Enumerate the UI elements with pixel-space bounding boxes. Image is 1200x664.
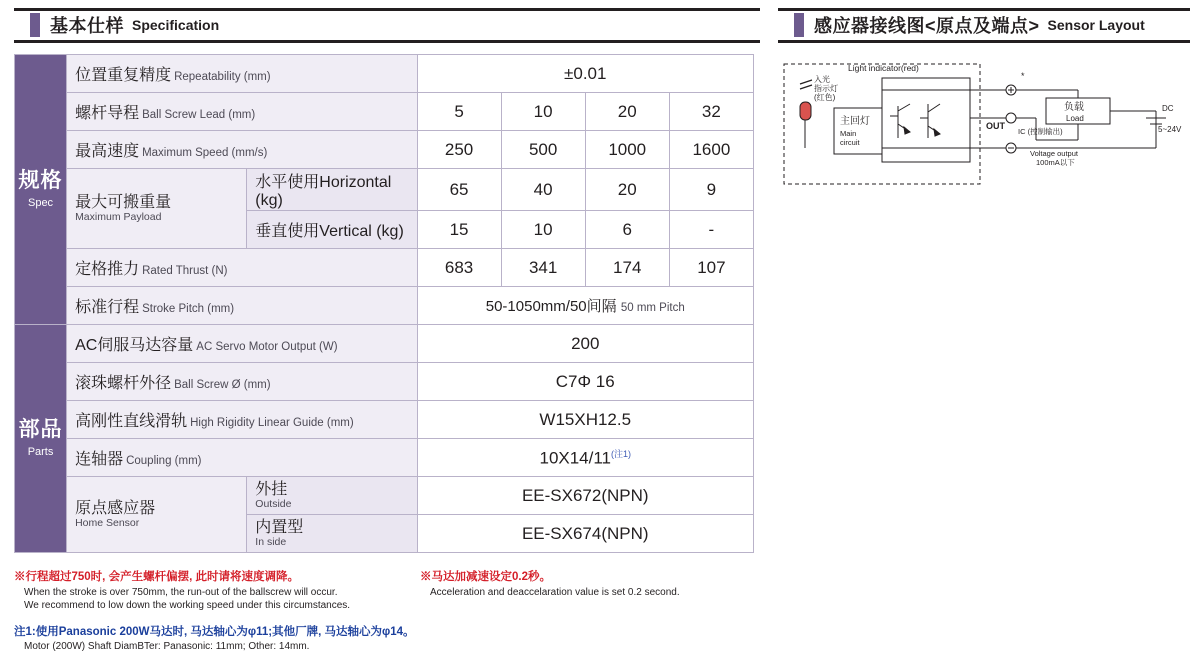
note-footnote1-cn: 注1:使用Panasonic 200W马达时, 马达轴心为φ11;其他厂牌, 马达轴心为φ14。 (14, 625, 415, 638)
label-cn: 最高速度 (75, 143, 140, 160)
row-label-lead (67, 93, 417, 131)
row-label-stroke (67, 287, 417, 325)
note-stroke-warning-en-1: When the stroke is over 750mm, the run-out of the ballscrew will occur. (24, 586, 338, 598)
value-payload-v-2: 10 (501, 211, 585, 249)
voltage-output-en: Voltage output (1030, 149, 1078, 158)
label-cn: 最大可搬重量 (75, 193, 172, 211)
value-lead-3: 20 (585, 93, 669, 131)
value-payload-h-2: 40 (501, 169, 585, 211)
row-label-home-sensor-inside (247, 515, 417, 553)
sensor-layout-title-cn: 感应器接线图<原点及端点> (814, 16, 1040, 36)
main-circuit-en-1: Main (840, 129, 857, 138)
sensor-layout-block (778, 8, 1188, 42)
label-cn: 水平使用 (255, 174, 320, 191)
label-en: Stroke Pitch (mm) (142, 303, 235, 315)
value-stroke-en: 50 mm Pitch (620, 302, 685, 314)
light-indicator-cn-3: (红色) (814, 93, 836, 102)
label-en: Maximum Speed (mm/s) (142, 147, 268, 159)
label-en: Home Sensor (75, 517, 140, 530)
table-row (15, 55, 754, 93)
label-cn: AC伺服马达容量 (75, 337, 194, 354)
label-en: Coupling (mm) (126, 455, 202, 467)
row-label-payload (67, 169, 247, 249)
note-stroke-warning-en-2: We recommend to low down the working speed under this circumstances. (24, 600, 351, 612)
specification-header (14, 8, 760, 42)
value-payload-v-1: 15 (417, 211, 501, 249)
category-parts-en: Parts (27, 445, 54, 458)
value-coupling (417, 439, 754, 477)
table-row (15, 169, 754, 211)
category-parts-cn: 部品 (18, 418, 63, 442)
row-label-guide (67, 401, 417, 439)
label-cn: 原点感应器 (75, 499, 156, 517)
value-speed-3: 1000 (585, 131, 669, 169)
main-circuit-cn: 主回灯 (840, 116, 870, 127)
table-row (15, 401, 754, 439)
table-row (15, 93, 754, 131)
light-indicator-cn-2: 指示灯 (814, 84, 838, 93)
category-parts (15, 325, 67, 553)
row-label-home-sensor-outside (247, 477, 417, 515)
value-thrust-2: 341 (501, 249, 585, 287)
row-label-home-sensor (67, 477, 247, 553)
dc-range: 5~24V (1158, 125, 1182, 134)
out-label: OUT (986, 121, 1005, 131)
value-repeatability: ±0.01 (417, 55, 754, 93)
sensor-wiring-diagram (778, 56, 1190, 216)
note-accel-cn: ※马达加减速设定0.2秒。 (420, 571, 551, 583)
voltage-output-limit: 100mA以下 (1036, 158, 1075, 167)
header-rule-bottom (778, 40, 1190, 43)
value-payload-h-4: 9 (669, 169, 753, 211)
value-lead-4: 32 (669, 93, 753, 131)
value-stroke (417, 287, 754, 325)
label-en: Outside (255, 498, 292, 511)
label-en: Ball Screw Ø (mm) (174, 379, 271, 391)
value-payload-v-4: - (669, 211, 753, 249)
light-indicator-cn-1: 入光 (814, 75, 830, 84)
table-row (15, 477, 754, 515)
value-home-sensor-outside: EE-SX672(NPN) (417, 477, 754, 515)
row-label-motor (67, 325, 417, 363)
label-cn: 螺杆导程 (75, 105, 140, 122)
value-speed-4: 1600 (669, 131, 753, 169)
label-cn: 标准行程 (75, 299, 140, 316)
category-spec-en: Spec (27, 196, 54, 209)
label-en: Repeatability (mm) (174, 71, 271, 83)
value-lead-1: 5 (417, 93, 501, 131)
specification-title-en: Specification (132, 17, 220, 33)
value-thrust-1: 683 (417, 249, 501, 287)
label-en: In side (255, 536, 287, 549)
table-row (15, 439, 754, 477)
label-cn: 连轴器 (75, 451, 124, 468)
header-rule-bottom (14, 40, 760, 43)
light-indicator-en: Light indicator(red) (848, 63, 919, 73)
dc-label: DC (1162, 104, 1174, 113)
table-row (15, 325, 754, 363)
row-label-payload-horizontal (247, 169, 417, 211)
value-motor: 200 (417, 325, 754, 363)
value-thrust-4: 107 (669, 249, 753, 287)
note-accel-en: Acceleration and deaccelaration value is set 0.2 second. (430, 586, 680, 598)
label-cn: 位置重复精度 (75, 67, 172, 84)
category-spec (15, 55, 67, 325)
table-row (15, 287, 754, 325)
sensor-layout-title-group (794, 12, 1145, 38)
sensor-layout-title-en: Sensor Layout (1047, 17, 1145, 33)
label-cn: 外挂 (255, 480, 288, 498)
row-label-thrust (67, 249, 417, 287)
notes-right (420, 570, 820, 599)
label-en: Vertical (kg) (319, 223, 404, 240)
load-cn: 负载 (1064, 102, 1084, 113)
sensor-layout-header (778, 8, 1188, 42)
table-row (15, 131, 754, 169)
value-thrust-3: 174 (585, 249, 669, 287)
note-stroke-warning-cn: ※行程超过750时, 会产生螺杆偏摆, 此时请将速度调降。 (14, 571, 299, 583)
label-en: High Rigidity Linear Guide (mm) (190, 417, 354, 429)
header-rule-top (14, 8, 760, 11)
label-en: Ball Screw Lead (mm) (142, 109, 256, 121)
label-cn: 滚珠螺杆外径 (75, 375, 172, 392)
specification-title-cn: 基本仕样 (50, 16, 124, 36)
row-label-ballscrew (67, 363, 417, 401)
value-payload-v-3: 6 (585, 211, 669, 249)
row-label-speed (67, 131, 417, 169)
value-coupling-text: 10X14/11 (539, 448, 612, 468)
value-ballscrew: C7Φ 16 (417, 363, 754, 401)
main-circuit-en-2: circuit (840, 138, 860, 147)
value-guide: W15XH12.5 (417, 401, 754, 439)
row-label-coupling (67, 439, 417, 477)
value-lead-2: 10 (501, 93, 585, 131)
specification-title-group (30, 12, 219, 38)
label-cn: 垂直使用 (255, 223, 320, 240)
value-home-sensor-inside: EE-SX674(NPN) (417, 515, 754, 553)
label-cn: 内置型 (255, 518, 304, 536)
value-speed-2: 500 (501, 131, 585, 169)
footnote-marker: (注1) (611, 448, 632, 459)
accent-bar (794, 13, 804, 37)
value-stroke-cn: 50-1050mm/50间隔 (485, 298, 617, 315)
specification-block (14, 8, 760, 553)
value-payload-h-3: 20 (585, 169, 669, 211)
asterisk-marker: * (1021, 71, 1025, 81)
table-row (15, 249, 754, 287)
label-en: Maximum Payload (75, 211, 162, 224)
header-rule-top (778, 8, 1190, 11)
label-en: Horizontal (kg) (255, 174, 392, 209)
load-en: Load (1066, 114, 1084, 123)
value-payload-h-1: 65 (417, 169, 501, 211)
ic-label: IC (控制输出) (1018, 127, 1063, 136)
row-label-repeatability (67, 55, 417, 93)
category-spec-cn: 规格 (18, 169, 63, 193)
row-label-payload-vertical (247, 211, 417, 249)
specification-table (14, 54, 754, 553)
note-footnote1-en: Motor (200W) Shaft DiamBTer: Panasonic: 11mm; Other: 14mm. (24, 641, 310, 653)
accent-bar (30, 13, 40, 37)
value-speed-1: 250 (417, 131, 501, 169)
label-en: AC Servo Motor Output (W) (196, 341, 338, 353)
table-row (15, 363, 754, 401)
label-cn: 高刚性直线滑轨 (75, 413, 188, 430)
label-cn: 定格推力 (75, 261, 140, 278)
label-en: Rated Thrust (N) (142, 265, 228, 277)
